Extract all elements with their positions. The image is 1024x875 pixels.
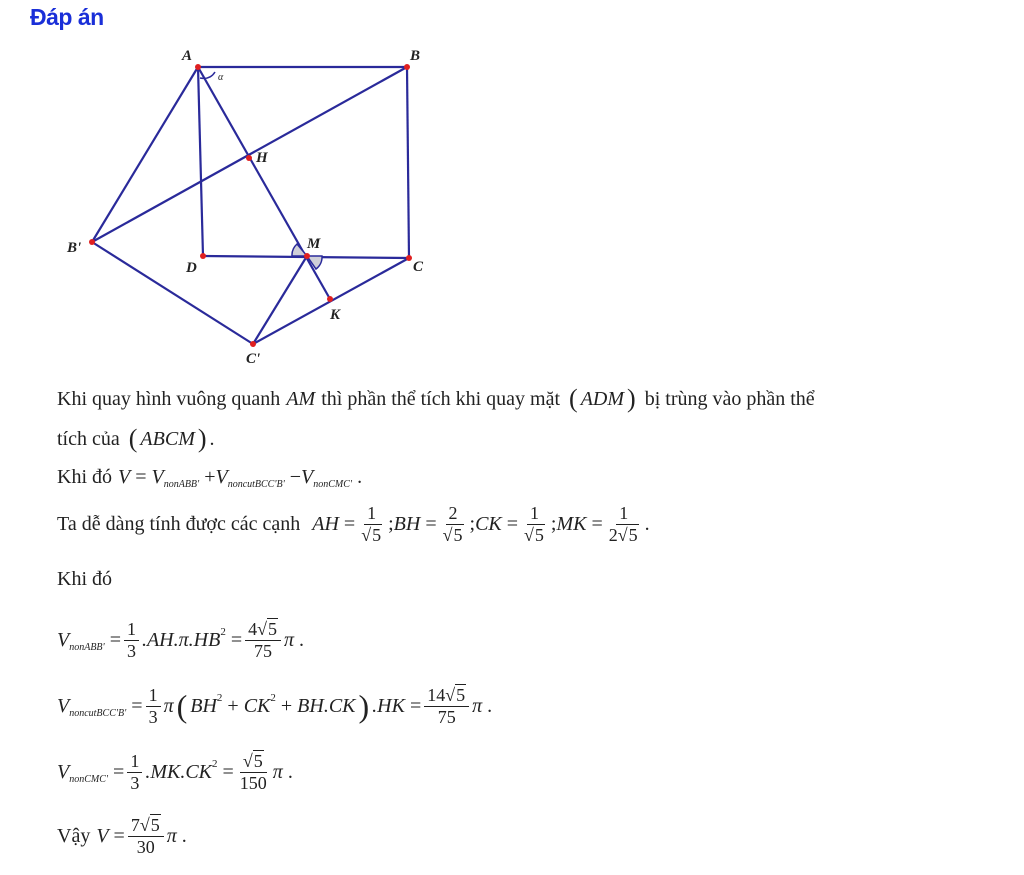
v2-result: $\frac{14√5}{75}$ [424, 686, 469, 727]
v1-expr: .AH.π.HB [141, 628, 221, 651]
formula-v3: V nonCMC' = $\frac{1}{3}$ .MK.CK 2 = $\frac{√5}{150}$ π . [57, 751, 293, 793]
v2-tail: .HK [372, 694, 405, 717]
label-a: A [182, 48, 193, 64]
text-line-4: Ta dễ dàng tính được các cạnh AH = $\frac{1}{√5}$ ; BH = $\frac{2}{√5}$ ; CK = $\frac{1}{√5}$ ; MK = $\frac{1}{2√5}$ . [57, 503, 650, 545]
label-c: C [413, 259, 424, 275]
edge-mk: MK [556, 512, 587, 535]
label-m: M [307, 236, 321, 252]
text-line-3a: Khi đó [57, 466, 112, 488]
text-line-2a: tích của [57, 427, 120, 450]
label-c-prime: C' [246, 351, 261, 367]
label-h: H [256, 150, 268, 166]
set-abcm: ABCM [140, 427, 195, 450]
v-lhs: V [118, 466, 131, 488]
text-line-5a: Khi đó [57, 568, 112, 590]
v1-sub: nonABB' [69, 641, 105, 653]
v3-result: $\frac{√5}{150}$ [239, 751, 267, 793]
var-am: AM [286, 387, 316, 410]
label-k: K [330, 307, 341, 323]
sub-2: noncutBCC'B' [227, 479, 285, 490]
text-line-4a: Ta dễ dàng tính được các cạnh [57, 512, 301, 535]
formula-final: Vậy V = $\frac{7√5}{30}$ π . [57, 815, 187, 857]
text-line-1b: thì phần thể tích khi quay mặt [321, 387, 561, 410]
edge-bh: BH [393, 512, 421, 535]
text-vay: Vậy [57, 824, 91, 847]
figure-points [89, 64, 412, 347]
frac-mk: $\frac{1}{2√5}$ [608, 503, 638, 545]
formula-v2: V noncutBCC'B' = $\frac{1}{3}$ π ( BH 2 + CK 2 + BH.CK ) .HK = $\frac{14√5}{75}$ π . [57, 685, 493, 727]
v3-sub: nonCMC' [69, 773, 109, 785]
text-line-1c: bị trùng vào phần thể [644, 387, 815, 410]
label-b-prime: B' [67, 240, 82, 256]
sub-3: nonCMC' [313, 479, 353, 490]
frac-bh: $\frac{2}{√5}$ [442, 503, 463, 545]
label-d: D [186, 260, 197, 276]
frac-ah: $\frac{1}{√5}$ [361, 503, 382, 545]
figure-lines [92, 67, 409, 344]
answer-heading: Đáp án [30, 4, 104, 30]
text-line-1: Khi quay hình vuông quanh AM thì phần thể tích khi quay mặt ( ADM ) bị trùng vào phần thể [57, 384, 815, 413]
text-line-2: tích của ( ABCM ) . [57, 424, 215, 453]
text-line-5 [57, 568, 112, 591]
formula-v1: V nonABB' = $\frac{1}{3}$ .AH.π.HB 2 = $\frac{4√5}{75}$ π . [57, 619, 305, 661]
set-adm: ADM [580, 387, 625, 410]
frac-ck: $\frac{1}{√5}$ [524, 503, 544, 545]
label-b: B [410, 48, 421, 64]
sub-1: nonABB' [163, 479, 200, 490]
text-line-1a: Khi quay hình vuông quanh [57, 387, 281, 410]
v1-result: $\frac{4√5}{75}$ [245, 620, 281, 661]
edge-ah: AH [312, 512, 339, 535]
edge-ck: CK [475, 512, 502, 535]
v2-sub: noncutBCC'B' [69, 707, 127, 719]
text-line-3: Khi đó V = V nonABB' + V noncutBCC'B' − V nonCMC' . [57, 466, 363, 490]
label-alpha: α [218, 72, 224, 83]
final-result: $\frac{7√5}{30}$ [128, 816, 164, 857]
v3-expr: .MK.CK [145, 760, 212, 783]
